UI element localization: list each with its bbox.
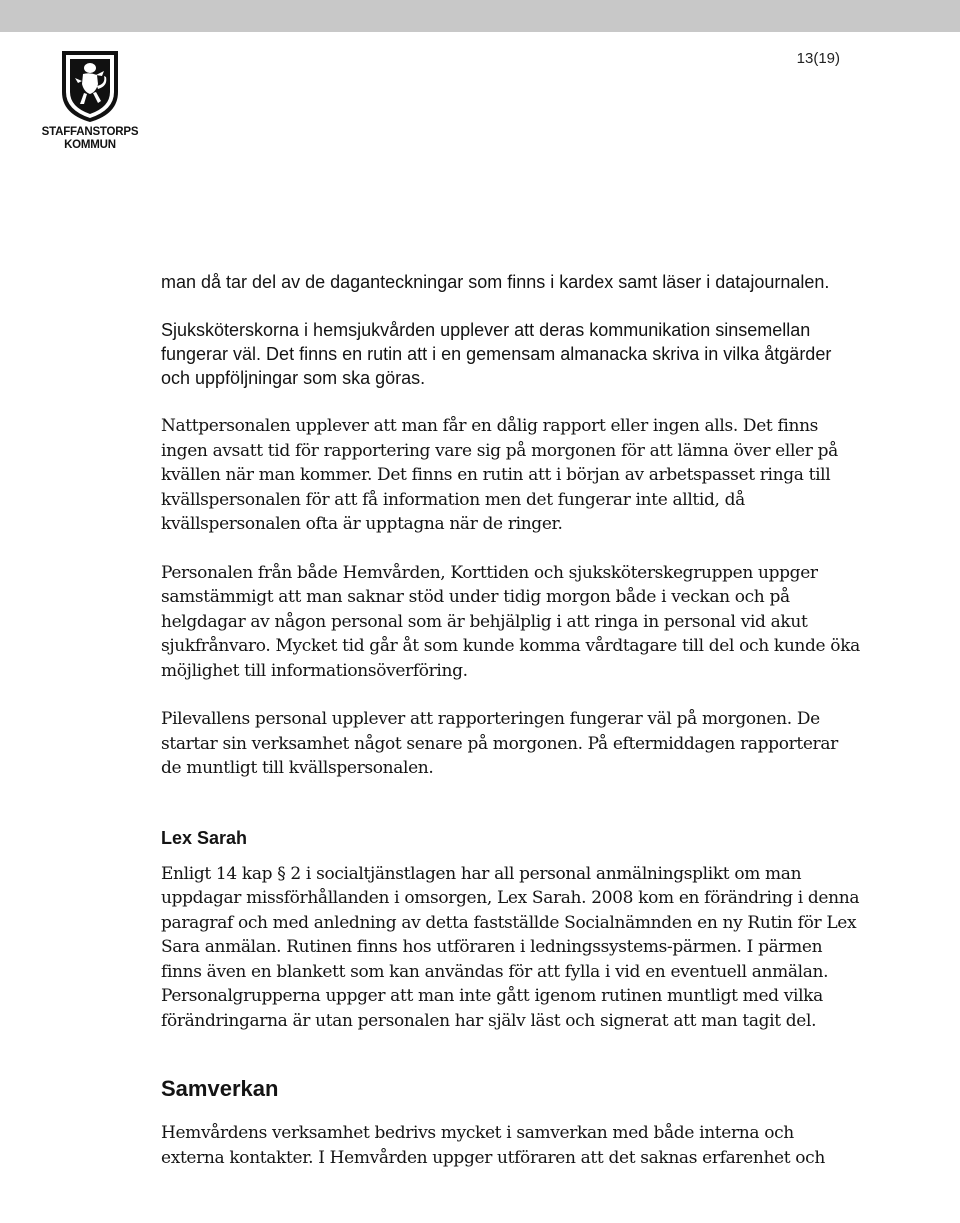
logo-text xyxy=(40,126,140,152)
coat-of-arms-icon xyxy=(40,48,140,124)
paragraph-lex-sarah: Enligt 14 kap § 2 i socialtjänstlagen har all personal anmälningsplikt om man uppdagar missförhållanden i omsorgen, Lex Sarah. 2008 kom en förändring i denna paragraf och med anledning av detta fastställde Socialnämnden en ny Rutin för Lex Sara anmälan. Rutinen finns hos utföraren i ledningssystems-pärmen. I pärmen finns även en blankett som kan användas för att fylla i vid en eventuell anmälan. Personalgrupperna uppger att man inte gått igenom rutinen muntligt med vilka förändringarna är utan personalen har själv läst och signerat att man tagit del. xyxy=(161,863,860,1031)
page-number: 13(19) xyxy=(796,50,840,67)
paragraph-daganteckningar: man då tar del av de daganteckningar som finns i kardex samt läser i datajournalen. xyxy=(161,272,830,292)
staffanstorp-logo xyxy=(40,48,140,152)
paragraph-samverkan: Hemvårdens verksamhet bedrivs mycket i samverkan med både interna och externa kontakter. I Hemvården uppger utföraren att det saknas erfarenhet och xyxy=(161,1123,825,1168)
paragraph-nattpersonalen: Nattpersonalen upplever att man får en dålig rapport eller ingen alls. Det finns ingen avsatt tid för rapportering vare sig på morgonen för att lämna över eller på kvällen när man kommer. Det finns en rutin att i början av arbetspasset ringa till kvällspersonalen för att få information men det fungerar inte alltid, då kvällspersonalen ofta är upptagna när de ringer. xyxy=(161,416,838,534)
heading-samverkan: Samverkan xyxy=(161,1076,279,1101)
paragraph-personalen: Personalen från både Hemvården, Korttiden och sjuksköterskegruppen uppger samstämmigt att man saknar stöd under tidig morgon både i veckan och på helgdagar av någon personal som är behjälplig i att ringa in personal vid akut sjukfrånvaro. Mycket tid går åt som kunde komma vårdtagare till del och kunde öka möjlighet till informationsöverföring. xyxy=(161,562,860,681)
heading-lex-sarah: Lex Sarah xyxy=(161,827,248,848)
logo-line-2: KOMMUN xyxy=(64,139,116,151)
paragraph-sjukskoterskorna: Sjuksköterskorna i hemsjukvården upplever att deras kommunikation sinsemellan fungerar väl. Det finns en rutin att i en gemensam almanacka skriva in vilka åtgärder och uppföljningar som ska göras. xyxy=(161,320,832,388)
viewer-top-bar xyxy=(0,0,960,32)
paragraph-pilevallen: Pilevallens personal upplever att rapporteringen fungerar väl på morgonen. De startar sin verksamhet något senare på morgonen. På eftermiddagen rapporterar de muntligt till kvällspersonalen. xyxy=(161,709,838,778)
document-body xyxy=(161,270,861,1170)
logo-line-1: STAFFANSTORPS xyxy=(41,126,139,138)
